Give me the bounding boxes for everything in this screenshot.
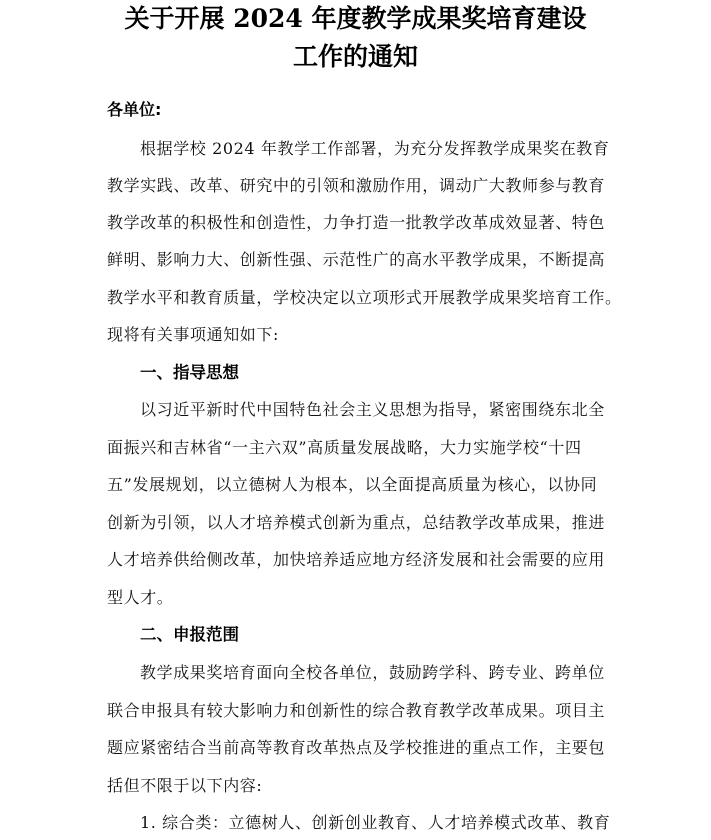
paragraph-line: 鲜明、影响力大、创新性强、示范性广的高水平教学成果，不断提高 bbox=[107, 250, 606, 269]
salutation: 各单位: bbox=[107, 100, 162, 119]
section-heading-guiding-ideology: 一、指导思想 bbox=[140, 363, 239, 382]
paragraph-line: 人才培养供给侧改革，加快培养适应地方经济发展和社会需要的应用 bbox=[107, 550, 606, 569]
paragraph-line: 面振兴和吉林省“一主六双”高质量发展战略，大力实施学校“十四 bbox=[107, 438, 582, 457]
paragraph-line: 联合申报具有较大影响力和创新性的综合教育教学改革成果。项目主 bbox=[107, 701, 606, 720]
paragraph-line: 括但不限于以下内容: bbox=[107, 776, 263, 795]
list-item-comprehensive: 1. 综合类：立德树人、创新创业教育、人才培养模式改革、教育 bbox=[140, 813, 611, 832]
paragraph-line: 现将有关事项通知如下: bbox=[107, 325, 279, 344]
paragraph-line: 教学成果奖培育面向全校各单位，鼓励跨学科、跨专业、跨单位 bbox=[140, 663, 605, 682]
paragraph-line: 教学水平和教育质量，学校决定以立项形式开展教学成果奖培育工作。 bbox=[107, 288, 622, 307]
paragraph-line: 教学实践、改革、研究中的引领和激励作用，调动广大教师参与教育 bbox=[107, 176, 606, 195]
document-title-line-2: 工作的通知 bbox=[292, 42, 418, 71]
paragraph-line: 创新为引领，以人才培养模式创新为重点，总结教学改革成果，推进 bbox=[107, 513, 606, 532]
paragraph-line: 根据学校 2024 年教学工作部署，为充分发挥教学成果奖在教育 bbox=[140, 139, 610, 158]
paragraph-line: 教学改革的积极性和创造性，力争打造一批教学改革成效显著、特色 bbox=[107, 213, 606, 232]
section-heading-application-scope: 二、申报范围 bbox=[140, 625, 239, 644]
paragraph-line: 五”发展规划，以立德树人为根本，以全面提高质量为核心，以协同 bbox=[107, 475, 598, 494]
document-title-line-1: 关于开展 2024 年度教学成果奖培育建设 bbox=[124, 4, 587, 33]
paragraph-line: 以习近平新时代中国特色社会主义思想为指导，紧密围绕东北全 bbox=[140, 400, 605, 419]
paragraph-line: 题应紧密结合当前高等教育改革热点及学校推进的重点工作，主要包 bbox=[107, 738, 606, 757]
paragraph-line: 型人才。 bbox=[107, 588, 174, 607]
